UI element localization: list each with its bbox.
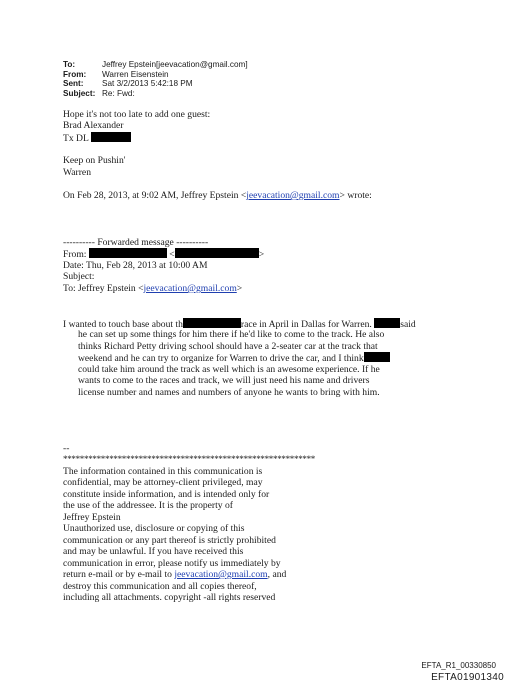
reply-line-4: Keep on Pushin' — [63, 155, 126, 166]
forwarded-gt: > — [258, 249, 265, 260]
header-from-value: Warren Eisenstein — [102, 69, 169, 79]
message-line-5: could take him around the track as well which is an awesome experience. If he — [78, 364, 380, 375]
disclaimer-l10a: return e-mail or by e-mail to — [63, 569, 175, 580]
disclaimer-line-7: communication or any part thereof is strictly prohibited — [63, 535, 276, 546]
reply-line-1: Hope it's not too late to add one guest: — [63, 109, 211, 120]
forwarded-to-suffix: > — [236, 283, 243, 294]
reply-line-2: Brad Alexander — [63, 120, 124, 131]
redaction-box — [175, 248, 259, 258]
signature-stars: ************************************************************ — [63, 454, 316, 464]
header-subject-label: Subject: — [63, 88, 96, 98]
header-from-label: From: — [63, 69, 87, 79]
header-to-row — [63, 60, 248, 70]
forwarded-subject: Subject: — [63, 271, 95, 282]
redaction-box — [89, 248, 167, 258]
header-subject-row — [63, 89, 248, 99]
message-line-2: he can set up some things for him there if he'd like to come to the track. He also — [78, 329, 385, 340]
email-header — [63, 60, 248, 98]
message-line-4 — [78, 352, 390, 364]
disclaimer-line-1: The information contained in this communication is — [63, 466, 263, 477]
reply-tx-dl: Tx DL — [63, 133, 89, 144]
header-sent-row — [63, 79, 248, 89]
forwarded-to-row — [63, 283, 242, 294]
redaction-box — [364, 352, 390, 362]
message-line-6: wants to come to the races and track, we will just need his name and drivers — [78, 375, 370, 386]
disclaimer-line-11: destroy this communication and all copies thereof, — [63, 581, 257, 592]
header-to-label: To: — [63, 60, 76, 69]
bates-stamp-small: EFTA_R1_00330850 — [421, 661, 496, 670]
message-l4: weekend and he can try to organize for Warren to drive the car, and I think — [78, 353, 364, 364]
message-line-7: license number and names and numbers of anyone he wants to bring with him. — [78, 387, 380, 398]
disclaimer-line-4: the use of the addressee. It is the property of — [63, 500, 233, 511]
forwarded-from-row — [63, 248, 264, 260]
disclaimer-line-12: including all attachments. copyright -all rights reserved — [63, 592, 276, 603]
forwarded-to-email-link[interactable]: jeevacation@gmail.com — [143, 283, 237, 294]
disclaimer-email-link[interactable]: jeevacation@gmail.com — [174, 569, 268, 580]
quote-suffix: > wrote: — [339, 190, 372, 201]
disclaimer-line-2: confidential, may be attorney-client privileged, may — [63, 477, 263, 488]
redaction-box — [374, 318, 400, 328]
signature-dashes: -- — [63, 443, 70, 454]
disclaimer-line-8: and may be unlawful. If you have received this — [63, 546, 244, 557]
forwarded-lt: < — [169, 249, 175, 260]
header-sent-value: Sat 3/2/2013 5:42:18 PM — [102, 79, 193, 89]
disclaimer-line-3: constitute inside information, and is intended only for — [63, 489, 270, 500]
message-line-3: thinks Richard Petty driving school should have a 2-seater car at the track that — [78, 341, 378, 352]
header-from-row — [63, 70, 248, 80]
forwarded-separator: ---------- Forwarded message ---------- — [63, 237, 209, 248]
redaction-box — [183, 318, 241, 328]
bates-stamp-large: EFTA01901340 — [431, 672, 504, 683]
disclaimer-line-9: communication in error, please notify us immediately by — [63, 558, 281, 569]
reply-line-5: Warren — [63, 167, 91, 178]
message-l1b: race in April in Dallas for Warren. — [240, 319, 372, 330]
reply-line-3 — [63, 132, 131, 144]
forwarded-from-label: From: — [63, 249, 87, 260]
forwarded-date: Date: Thu, Feb 28, 2013 at 10:00 AM — [63, 260, 208, 271]
message-l1a: I wanted to touch base about th — [63, 319, 183, 330]
quote-intro — [63, 190, 372, 201]
disclaimer-l10c: , and — [267, 569, 287, 580]
quote-prefix: On Feb 28, 2013, at 9:02 AM, Jeffrey Epstein < — [63, 190, 247, 201]
disclaimer-line-10 — [63, 569, 286, 580]
quote-email-link[interactable]: jeevacation@gmail.com — [246, 190, 340, 201]
disclaimer-line-5: Jeffrey Epstein — [63, 512, 121, 523]
header-subject-value: Re: Fwd: — [102, 88, 135, 98]
forwarded-to-prefix: To: Jeffrey Epstein < — [63, 283, 144, 294]
redaction-box — [91, 132, 131, 142]
header-sent-label: Sent: — [63, 79, 84, 89]
header-to-value: Jeffrey Epstein[jeevacation@gmail.com] — [102, 60, 248, 69]
disclaimer-line-6: Unauthorized use, disclosure or copying of this — [63, 523, 245, 534]
message-l1c: said — [400, 319, 416, 330]
